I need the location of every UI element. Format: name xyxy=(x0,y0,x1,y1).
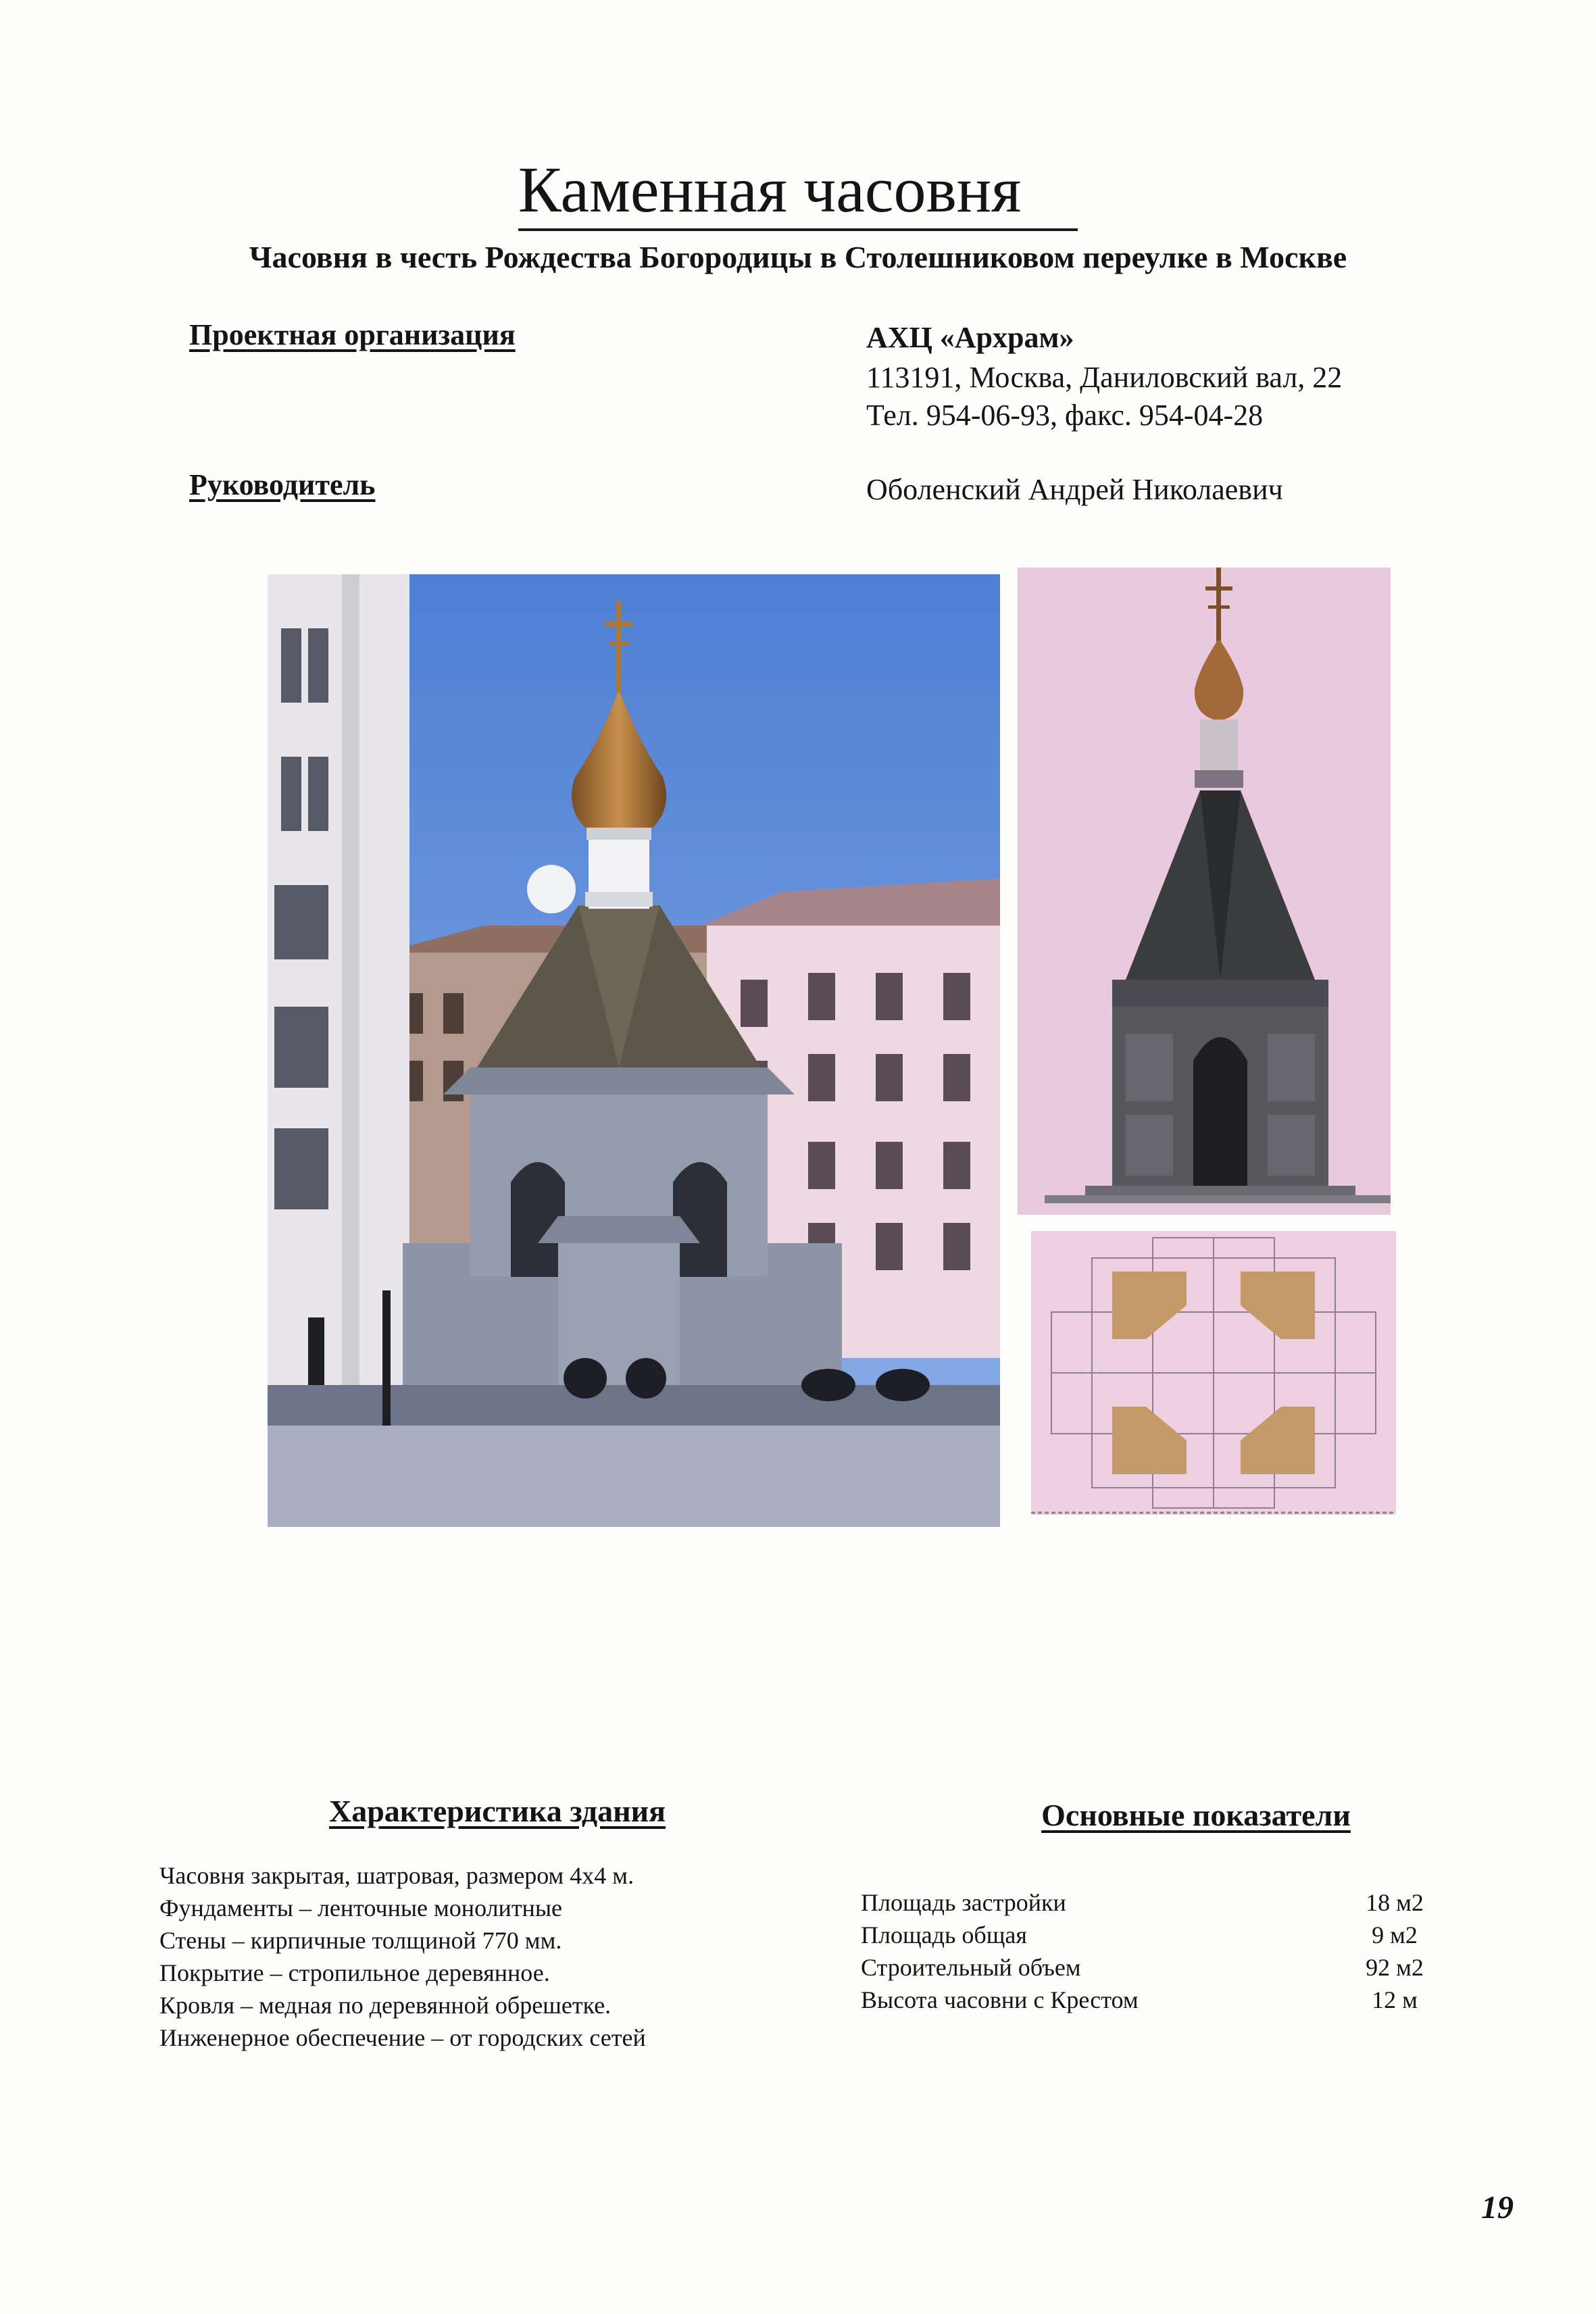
indicators-heading: Основные показатели xyxy=(1041,1798,1351,1832)
indicator-row xyxy=(861,1886,1442,1919)
characteristics-line: Фундаменты – ленточные монолитные xyxy=(159,1894,562,1921)
indicator-value: 9 м2 xyxy=(1372,1921,1418,1948)
characteristics-line: Инженерное обеспечение – от городских сетей xyxy=(159,2024,646,2051)
characteristics-list xyxy=(159,1859,835,2054)
indicator-row xyxy=(861,1919,1442,1951)
director-name: Оболенский Андрей Николаевич xyxy=(866,473,1283,506)
characteristics-line: Покрытие – стропильное деревянное. xyxy=(159,1959,550,1986)
page-title: Каменная часовня xyxy=(0,154,1596,231)
indicator-label: Площадь застройки xyxy=(861,1889,1066,1916)
indicator-label: Высота часовни с Крестом xyxy=(861,1986,1139,2013)
indicator-row xyxy=(861,1951,1442,1984)
chapel-elevation-drawing xyxy=(1018,568,1391,1215)
indicator-label: Площадь общая xyxy=(861,1921,1027,1948)
organization-name: АХЦ «Архрам» xyxy=(866,321,1074,354)
indicators-table xyxy=(861,1886,1442,2016)
organization-address: 113191, Москва, Даниловский вал, 22 xyxy=(866,361,1343,394)
indicator-value: 18 м2 xyxy=(1366,1889,1424,1916)
indicator-label: Строительный объем xyxy=(861,1954,1081,1981)
indicator-value: 12 м xyxy=(1372,1986,1418,2013)
organization-label: Проектная организация xyxy=(189,318,516,351)
chapel-floor-plan xyxy=(1031,1231,1396,1515)
organization-contacts: Тел. 954-06-93, факс. 954-04-28 xyxy=(866,399,1264,432)
director-label: Руководитель xyxy=(189,468,376,501)
indicator-value: 92 м2 xyxy=(1366,1954,1424,1981)
chapel-photo xyxy=(268,574,1000,1527)
indicator-row xyxy=(861,1984,1442,2016)
characteristics-line: Кровля – медная по деревянной обрешетке. xyxy=(159,1992,612,2019)
characteristics-line: Стены – кирпичные толщиной 770 мм. xyxy=(159,1927,562,1954)
characteristics-heading: Характеристика здания xyxy=(328,1794,666,1828)
characteristics-line: Часовня закрытая, шатровая, размером 4х4 м. xyxy=(159,1862,634,1889)
page-number: 19 xyxy=(1481,2190,1514,2225)
page-subtitle: Часовня в честь Рождества Богородицы в Столешниковом переулке в Москве xyxy=(249,240,1347,274)
